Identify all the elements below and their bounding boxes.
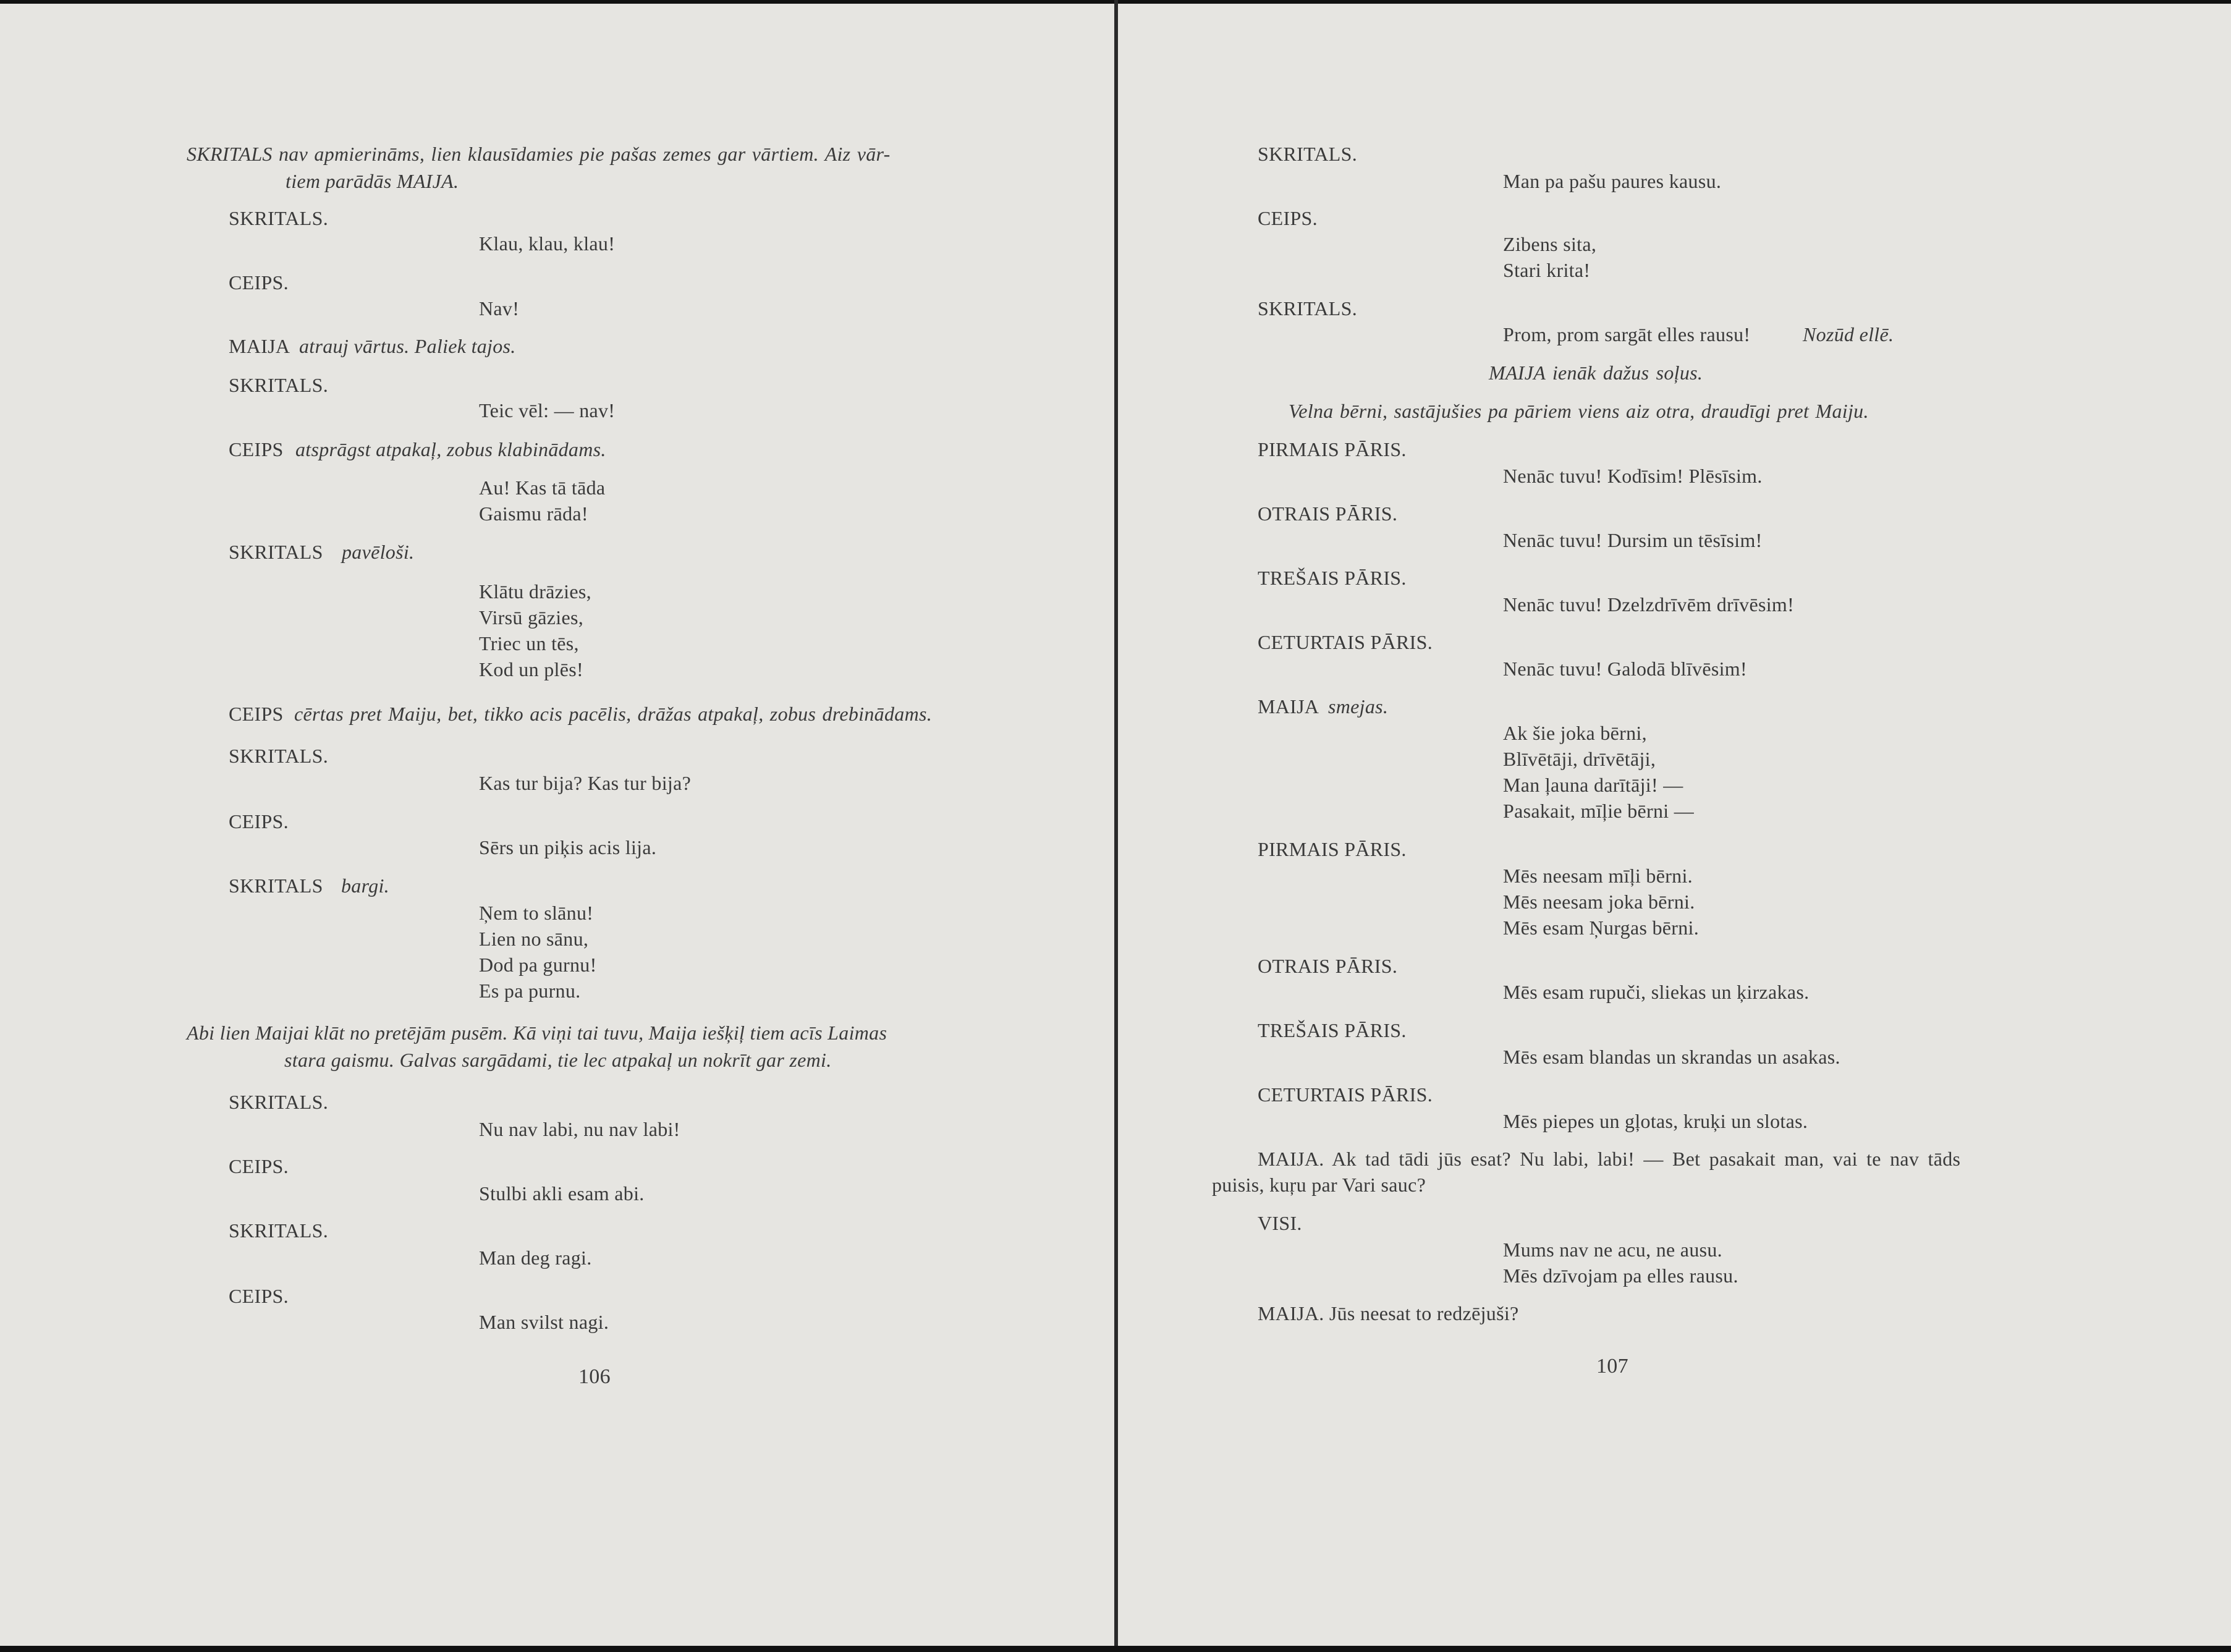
- speaker-name: SKRITALS.: [229, 1091, 329, 1113]
- speaker-name: TREŠAIS PĀRIS.: [1258, 1019, 1407, 1041]
- dialogue-line: Stari krita!: [1503, 259, 1591, 281]
- speaker-name: OTRAIS PĀRIS.: [1258, 955, 1398, 977]
- dialogue-line: Teic vēl: — nav!: [479, 399, 616, 421]
- speaker-name: SKRITALS.: [1258, 143, 1358, 165]
- dialogue-line: Sērs un piķis acis lija.: [479, 836, 657, 858]
- stage-direction: atsprāgst atpakaļ, zobus klabinādams.: [295, 438, 606, 460]
- dialogue-line: Mēs piepes un gļotas, kruķi un slotas.: [1503, 1110, 1808, 1132]
- speaker-name: CEIPS.: [229, 1285, 289, 1307]
- dialogue-line: Prom, prom sargāt elles rausu!: [1503, 323, 1751, 345]
- dialogue-line: Nu nav labi, nu nav labi!: [479, 1118, 680, 1140]
- prose-line: MAIJA. Ak tad tādi jūs esat? Nu labi, labi! — Bet pasakait man, vai te nav tāds: [1258, 1148, 1961, 1170]
- speaker-name: CEIPS.: [229, 810, 289, 832]
- dialogue-line: Klau, klau, klau!: [479, 232, 616, 255]
- dialogue-line: Mēs esam Ņurgas bērni.: [1503, 917, 1700, 939]
- dialogue-line: Man ļauna darītāji! —: [1503, 774, 1683, 796]
- dialogue-line: Nenāc tuvu! Dursim un tēsīsim!: [1503, 529, 1763, 551]
- dialogue-line: Mēs neesam joka bērni.: [1503, 891, 1695, 913]
- speaker-name: SKRITALS.: [1258, 297, 1358, 320]
- speaker-name: SKRITALS: [229, 875, 323, 897]
- dialogue-line: Man deg ragi.: [479, 1247, 592, 1269]
- stage-direction: Velna bērni, sastājušies pa pāriem viens aiz otra, draudīgi pret Maiju.: [1289, 400, 1869, 422]
- dialogue-line: Mēs neesam mīļi bērni.: [1503, 865, 1693, 887]
- dialogue-line: Zibens sita,: [1503, 233, 1597, 255]
- speaker-name: CEIPS.: [229, 271, 289, 294]
- speaker-name: CEIPS.: [1258, 207, 1318, 229]
- stage-direction: Abi lien Maijai klāt no pretējām pusēm. Kā viņi tai tuvu, Maija iešķiļ tiem acīs Laimas: [187, 1022, 887, 1044]
- left-page: [0, 0, 1114, 1652]
- dialogue-line: Ņem to slānu!: [479, 902, 594, 924]
- dialogue-line: Blīvētāji, drīvētāji,: [1503, 748, 1656, 770]
- dialogue-line: Triec un tēs,: [479, 632, 579, 654]
- dialogue-line: Nenāc tuvu! Dzelzdrīvēm drīvēsim!: [1503, 593, 1795, 616]
- stage-direction: SKRITALS nav apmierināms, lien klausīdamies pie pašas zemes gar vārtiem. Aiz vār-: [187, 143, 891, 165]
- dialogue-line: Kod un plēs!: [479, 658, 583, 680]
- speaker-name: CEIPS.: [229, 1155, 289, 1177]
- right-page: [1118, 0, 2231, 1652]
- stage-direction: stara gaismu. Galvas sargādami, tie lec atpakaļ un nokrīt gar zemi.: [284, 1049, 832, 1071]
- stage-direction: tiem parādās MAIJA.: [286, 170, 459, 192]
- speaker-name: TREŠAIS PĀRIS.: [1258, 567, 1407, 589]
- dialogue-line: Kas tur bija? Kas tur bija?: [479, 772, 692, 794]
- speaker-name: PIRMAIS PĀRIS.: [1258, 438, 1407, 460]
- dialogue-line: Mums nav ne acu, ne ausu.: [1503, 1239, 1722, 1261]
- speaker-name: OTRAIS PĀRIS.: [1258, 502, 1398, 525]
- stage-direction: MAIJA ienāk dažus soļus.: [1489, 362, 1703, 384]
- stage-direction: cērtas pret Maiju, bet, tikko acis pacēlis, drāžas atpakaļ, zobus drebinādams.: [294, 703, 933, 725]
- dialogue-line: Mēs esam rupuči, sliekas un ķirzakas.: [1503, 981, 1810, 1003]
- dialogue-line: Pasakait, mīļie bērni —: [1503, 800, 1695, 822]
- prose-line: MAIJA. Jūs neesat to redzējuši?: [1258, 1302, 1519, 1324]
- speaker-name: CEIPS: [229, 438, 284, 460]
- speaker-name: CETURTAIS PĀRIS.: [1258, 1083, 1433, 1106]
- stage-direction: bargi.: [341, 875, 389, 897]
- speaker-name: SKRITALS: [229, 541, 323, 563]
- dialogue-line: Au! Kas tā tāda: [479, 477, 606, 499]
- dialogue-line: Klātu drāzies,: [479, 580, 591, 603]
- dialogue-line: Virsū gāzies,: [479, 606, 584, 629]
- scan-bottom-edge: [0, 1646, 2231, 1652]
- dialogue-line: Nav!: [479, 297, 520, 320]
- stage-direction: atrauj vārtus. Paliek tajos.: [299, 335, 516, 357]
- stage-direction: smejas.: [1328, 695, 1389, 718]
- dialogue-line: Mēs esam blandas un skrandas un asakas.: [1503, 1046, 1840, 1068]
- speaker-name: MAIJA: [229, 335, 290, 357]
- dialogue-line: Es pa purnu.: [479, 980, 581, 1002]
- dialogue-line: Mēs dzīvojam pa elles rausu.: [1503, 1264, 1738, 1287]
- speaker-name: PIRMAIS PĀRIS.: [1258, 838, 1407, 860]
- dialogue-line: Man svilst nagi.: [479, 1311, 609, 1333]
- dialogue-line: Stulbi akli esam abi.: [479, 1182, 645, 1205]
- dialogue-line: Man pa pašu paures kausu.: [1503, 170, 1722, 192]
- speaker-name: VISI.: [1258, 1212, 1302, 1234]
- speaker-name: SKRITALS.: [229, 1219, 329, 1242]
- speaker-name: CETURTAIS PĀRIS.: [1258, 631, 1433, 653]
- dialogue-line: Dod pa gurnu!: [479, 954, 597, 976]
- page-number: 107: [1596, 1355, 1628, 1378]
- page-number: 106: [578, 1365, 611, 1388]
- prose-line: puisis, kuŗu par Vari sauc?: [1212, 1174, 1426, 1196]
- speaker-name: MAIJA: [1258, 695, 1319, 718]
- dialogue-line: Gaismu rāda!: [479, 502, 588, 525]
- speaker-name: SKRITALS.: [229, 745, 329, 767]
- dialogue-line: Nenāc tuvu! Galodā blīvēsim!: [1503, 658, 1747, 680]
- dialogue-line: Ak šie joka bērni,: [1503, 722, 1647, 744]
- stage-direction: pavēloši.: [342, 541, 415, 563]
- speaker-name: CEIPS: [229, 703, 284, 725]
- dialogue-line: Lien no sānu,: [479, 928, 589, 950]
- speaker-name: SKRITALS.: [229, 374, 329, 396]
- stage-direction: Nozūd ellē.: [1803, 323, 1894, 345]
- dialogue-line: Nenāc tuvu! Kodīsim! Plēsīsim.: [1503, 465, 1763, 487]
- speaker-name: SKRITALS.: [229, 207, 329, 229]
